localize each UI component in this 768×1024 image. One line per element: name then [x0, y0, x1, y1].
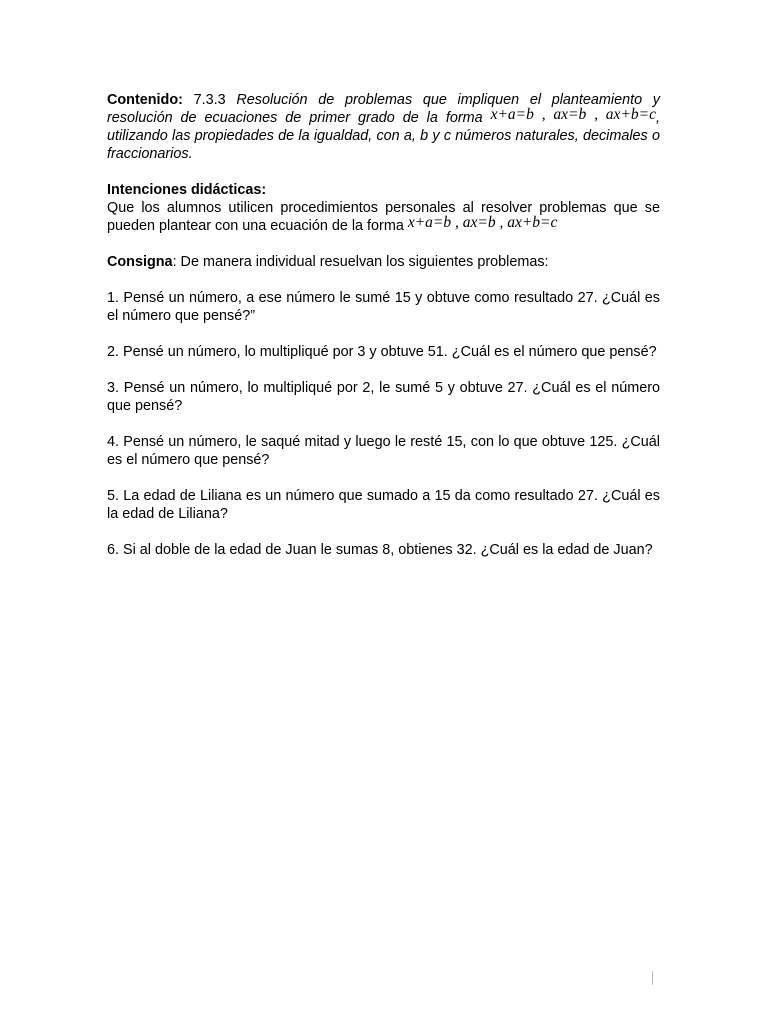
- spacer: [107, 163, 660, 181]
- problem-3: 3. Pensé un número, lo multipliqué por 2, le sumé 5 y obtuve 27. ¿Cuál es el número que pensé?: [107, 380, 660, 414]
- contenido-formula: x+a=b , ax=b , ax+b=c: [490, 106, 656, 123]
- spacer: [107, 361, 660, 379]
- contenido-description: Resolución de problemas que impliquen el planteamiento y resolución de ecuaciones de primer grado de la forma: [107, 92, 661, 126]
- problem-2: 2. Pensé un número, lo multipliqué por 3 y obtuve 51. ¿Cuál es el número que pensé?: [107, 344, 657, 360]
- problem-4: 4. Pensé un número, le saqué mitad y luego le resté 15, con lo que obtuve 125. ¿Cuál es el número que pensé?: [107, 434, 660, 468]
- contenido-paragraph: [107, 91, 660, 163]
- consigna-label: Consigna: [107, 254, 173, 270]
- spacer: [107, 415, 660, 433]
- problem-5: 5. La edad de Liliana es un número que sumado a 15 da como resultado 27. ¿Cuál es la edad de Liliana?: [107, 488, 660, 522]
- intenciones-label: Intenciones didácticas:: [107, 182, 267, 198]
- contenido-label: Contenido:: [107, 92, 183, 108]
- contenido-comma: ,: [656, 110, 660, 126]
- intenciones-text: Que los alumnos utilicen procedimientos personales al resolver problemas que se pueden plantear con una ecuación de la forma: [107, 200, 660, 234]
- spacer: [107, 235, 660, 253]
- spacer: [107, 523, 660, 541]
- page-margin-mark: [652, 971, 653, 985]
- document-page: [107, 91, 660, 559]
- problem-1: 1. Pensé un número, a ese número le sumé 15 y obtuve como resultado 27. ¿Cuál es el número que pensé?”: [107, 290, 660, 324]
- contenido-description-end: utilizando las propiedades de la igualdad, con a, b y c números naturales, decimales o fraccionarios.: [107, 128, 660, 162]
- contenido-code: 7.3.3: [193, 92, 226, 108]
- intenciones-formula: x+a=b , ax=b , ax+b=c: [407, 214, 558, 231]
- spacer: [107, 271, 660, 289]
- consigna-paragraph: [107, 253, 660, 271]
- spacer: [107, 325, 660, 343]
- spacer: [107, 469, 660, 487]
- intenciones-paragraph: [107, 181, 660, 235]
- consigna-text: : De manera individual resuelvan los siguientes problemas:: [172, 254, 549, 270]
- problem-6: 6. Si al doble de la edad de Juan le sumas 8, obtienes 32. ¿Cuál es la edad de Juan?: [107, 542, 653, 558]
